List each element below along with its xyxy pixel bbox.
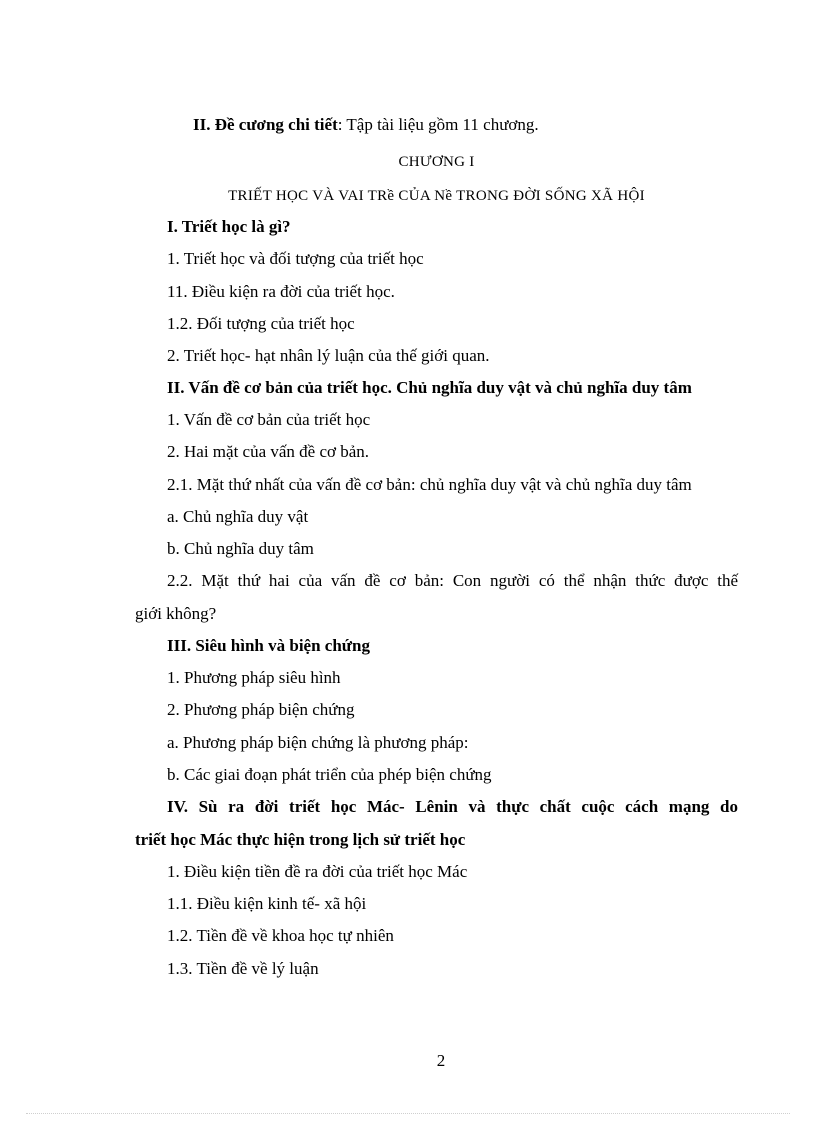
- page-number: 2: [436, 1051, 446, 1070]
- outline-item: 1. Điều kiện tiền đề ra đời của triết học Mác: [167, 862, 468, 881]
- outline-item-text: 2.2. Mặt thứ hai của vấn đề cơ bản: Con người có thể nhận thức được thế: [167, 571, 738, 590]
- outline-item-continuation: giới không?: [135, 604, 217, 623]
- outline-item: [167, 570, 738, 592]
- outline-item: 11. Điều kiện ra đời của triết học.: [167, 282, 395, 301]
- outline-item: 2. Phương pháp biện chứng: [167, 700, 355, 719]
- section-heading-detailed-outline: [193, 114, 816, 136]
- outline-item: 2. Hai mặt của vấn đề cơ bản.: [167, 442, 370, 461]
- outline-item: 1. Triết học và đối tượng của triết học: [167, 249, 424, 268]
- outline-item: 1. Phương pháp siêu hình: [167, 668, 341, 687]
- outline-heading: [167, 796, 738, 818]
- outline-item: 1. Vấn đề cơ bản của triết học: [167, 410, 371, 429]
- outline-item: 1.1. Điều kiện kinh tế- xã hội: [167, 894, 367, 913]
- outline-heading: II. Vấn đề cơ bản của triết học. Chủ nghĩa duy vật và chủ nghĩa duy tâm: [167, 378, 692, 397]
- outline-heading: I. Triết học là gì?: [167, 217, 291, 236]
- outline-item: 2. Triết học- hạt nhân lý luận của thế giới quan.: [167, 346, 490, 365]
- outline-item: 1.2. Tiền đề về khoa học tự nhiên: [167, 926, 394, 945]
- outline-item: b. Các giai đoạn phát triển của phép biện chứng: [167, 765, 492, 784]
- outline-item: b. Chủ nghĩa duy tâm: [167, 539, 314, 558]
- outline-item: a. Phương pháp biện chứng là phương pháp:: [167, 733, 469, 752]
- section-description: : Tập tài liệu gồm 11 chương.: [337, 115, 539, 134]
- outline-item: 2.1. Mặt thứ nhất của vấn đề cơ bản: chủ nghĩa duy vật và chủ nghĩa duy tâm: [167, 475, 692, 494]
- outline-item: a. Chủ nghĩa duy vật: [167, 507, 309, 526]
- outline-item: 1.2. Đối tượng của triết học: [167, 314, 355, 333]
- chapter-title: TRIẾT HỌC VÀ VAI TRề CỦA Nề TRONG ĐỜI SỐNG XÃ HỘI: [228, 188, 645, 204]
- outline-heading: III. Siêu hình và biện chứng: [167, 636, 370, 655]
- chapter-number: CHƯƠNG I: [398, 154, 475, 170]
- page-bottom-divider: [26, 1113, 790, 1114]
- outline-heading-text: IV. Sù ra đời triết học Mác- Lênin và thực chất cuộc cách mạng do: [167, 797, 738, 816]
- outline-item: 1.3. Tiền đề về lý luận: [167, 959, 319, 978]
- outline-heading-continuation: triết học Mác thực hiện trong lịch sử triết học: [135, 830, 466, 849]
- section-label: II. Đề cương chi tiết: [193, 115, 338, 134]
